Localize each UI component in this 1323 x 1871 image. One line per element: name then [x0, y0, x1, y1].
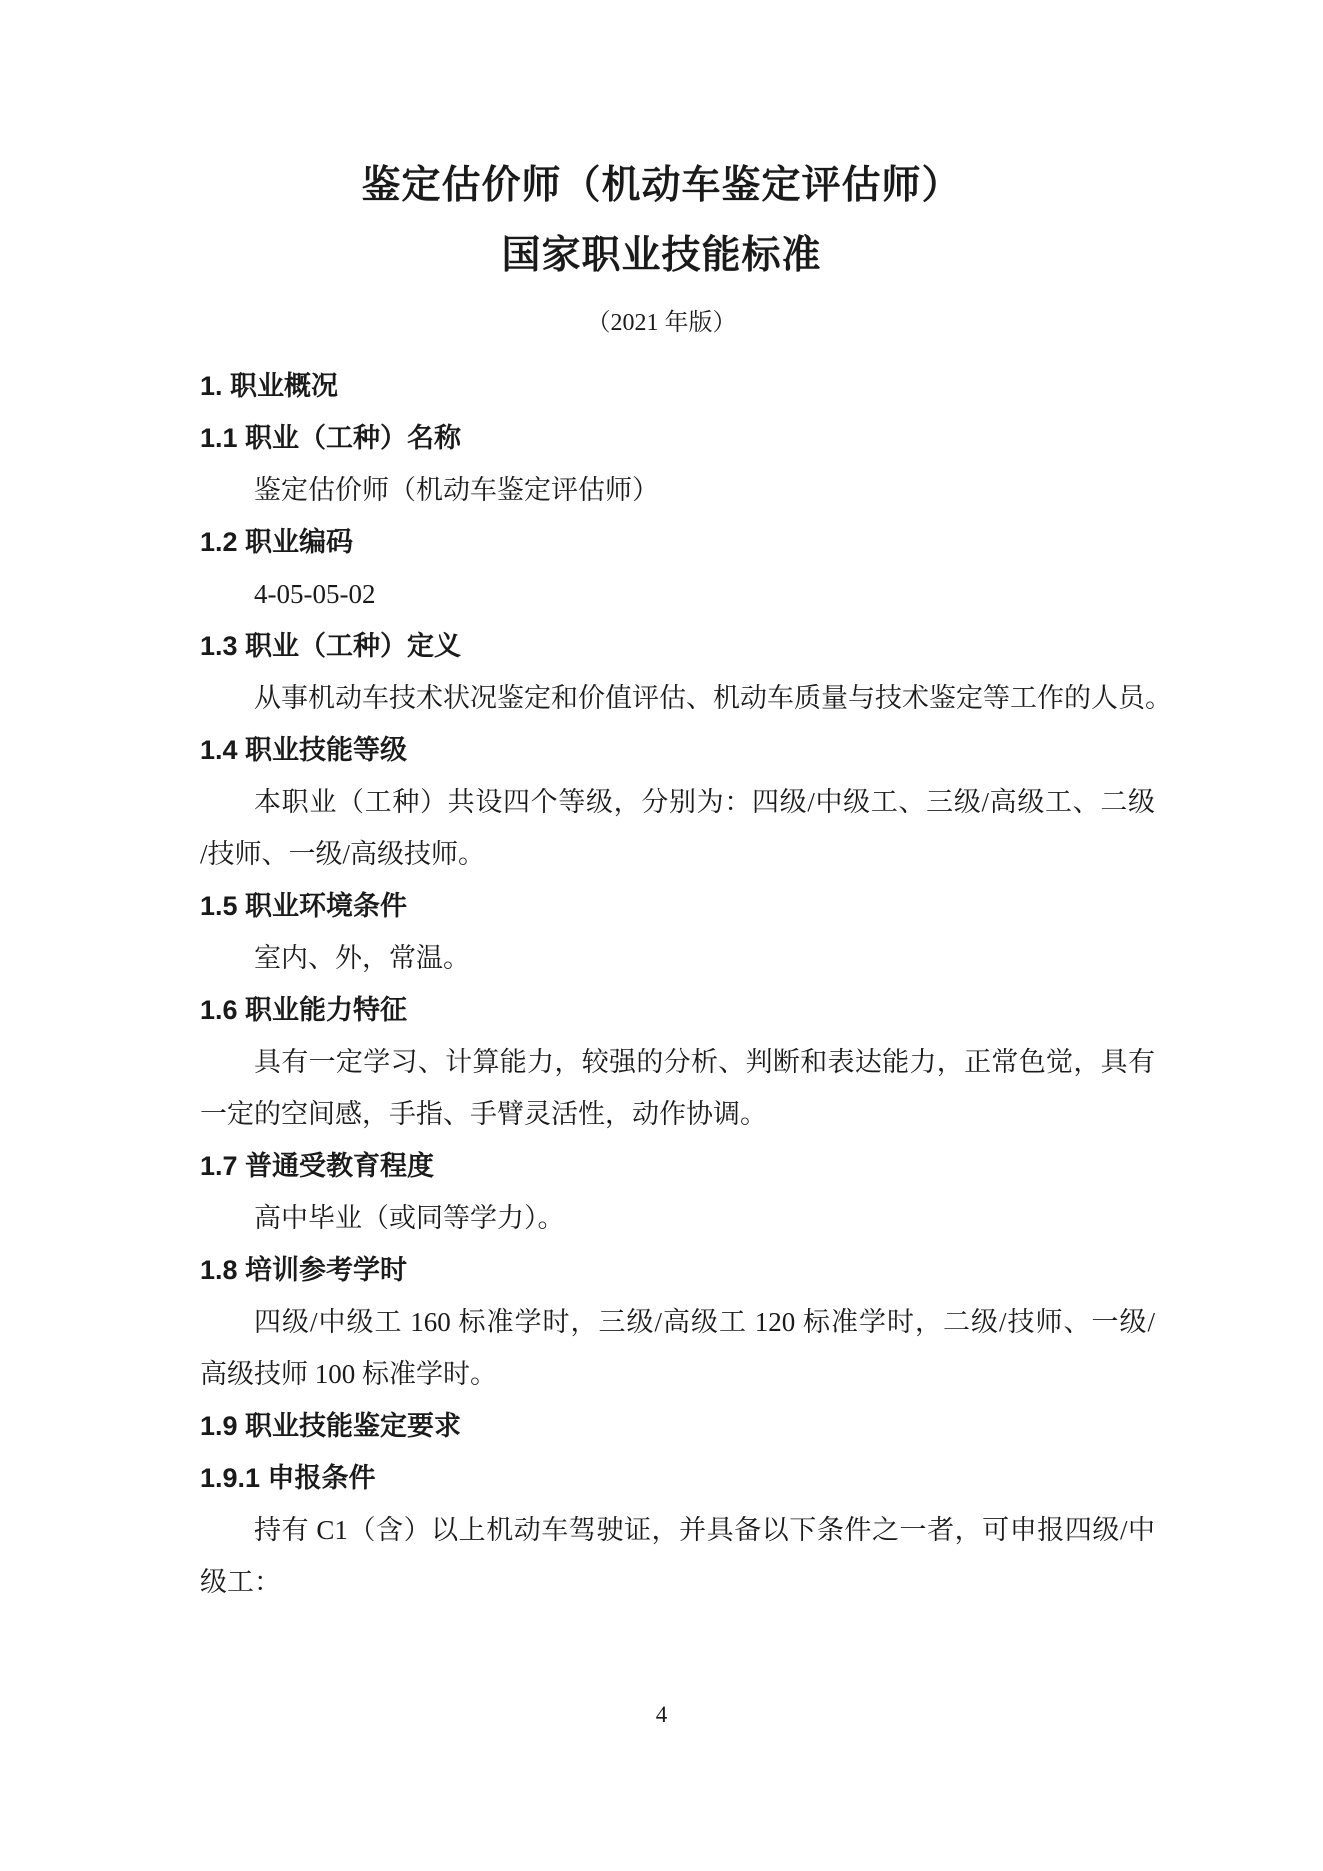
paragraph-line: 一定的空间感，手指、手臂灵活性，动作协调。 — [200, 1099, 767, 1129]
paragraph-line: 高中毕业（或同等学力）。 — [254, 1203, 565, 1233]
document-title-line-1: 鉴定估价师（机动车鉴定评估师） — [361, 164, 962, 207]
page-number: 4 — [655, 1702, 668, 1727]
paragraph-line: /技师、一级/高级技师。 — [200, 839, 486, 869]
section-heading-1-2: 1.2 职业编码 — [200, 527, 354, 557]
paragraph-line: 持有 C1（含）以上机动车驾驶证，并具备以下条件之一者，可申报四级/中 — [254, 1515, 1155, 1545]
title-block — [0, 0, 1323, 338]
section-heading-1-6: 1.6 职业能力特征 — [200, 995, 408, 1025]
paragraph-line: 四级/中级工 160 标准学时，三级/高级工 120 标准学时，二级/技师、一级/ — [254, 1307, 1155, 1337]
section-heading-1: 1. 职业概况 — [200, 371, 339, 401]
section-heading-1-8: 1.8 培训参考学时 — [200, 1255, 408, 1285]
paragraph-line: 4-05-05-02 — [254, 579, 376, 609]
paragraph-line: 具有一定学习、计算能力，较强的分析、判断和表达能力，正常色觉，具有 — [254, 1047, 1155, 1077]
paragraph-line: 高级技师 100 标准学时。 — [200, 1359, 497, 1389]
section-heading-1-1: 1.1 职业（工种）名称 — [200, 423, 462, 453]
document-body — [200, 360, 1172, 1608]
edition-subtitle: （2021 年版） — [586, 310, 737, 336]
paragraph-line: 鉴定估价师（机动车鉴定评估师） — [254, 475, 659, 505]
paragraph-line: 从事机动车技术状况鉴定和价值评估、机动车质量与技术鉴定等工作的人员。 — [254, 683, 1172, 713]
section-heading-1-3: 1.3 职业（工种）定义 — [200, 631, 462, 661]
paragraph-line: 本职业（工种）共设四个等级，分别为：四级/中级工、三级/高级工、二级 — [254, 787, 1155, 817]
section-heading-1-7: 1.7 普通受教育程度 — [200, 1151, 435, 1181]
section-heading-1-9: 1.9 职业技能鉴定要求 — [200, 1411, 462, 1441]
section-heading-1-5: 1.5 职业环境条件 — [200, 891, 408, 921]
paragraph-line: 室内、外，常温。 — [254, 943, 470, 973]
document-title-line-2: 国家职业技能标准 — [501, 234, 822, 277]
section-heading-1-9-1: 1.9.1 申报条件 — [200, 1463, 376, 1493]
section-heading-1-4: 1.4 职业技能等级 — [200, 735, 408, 765]
paragraph-line: 级工： — [200, 1567, 281, 1597]
